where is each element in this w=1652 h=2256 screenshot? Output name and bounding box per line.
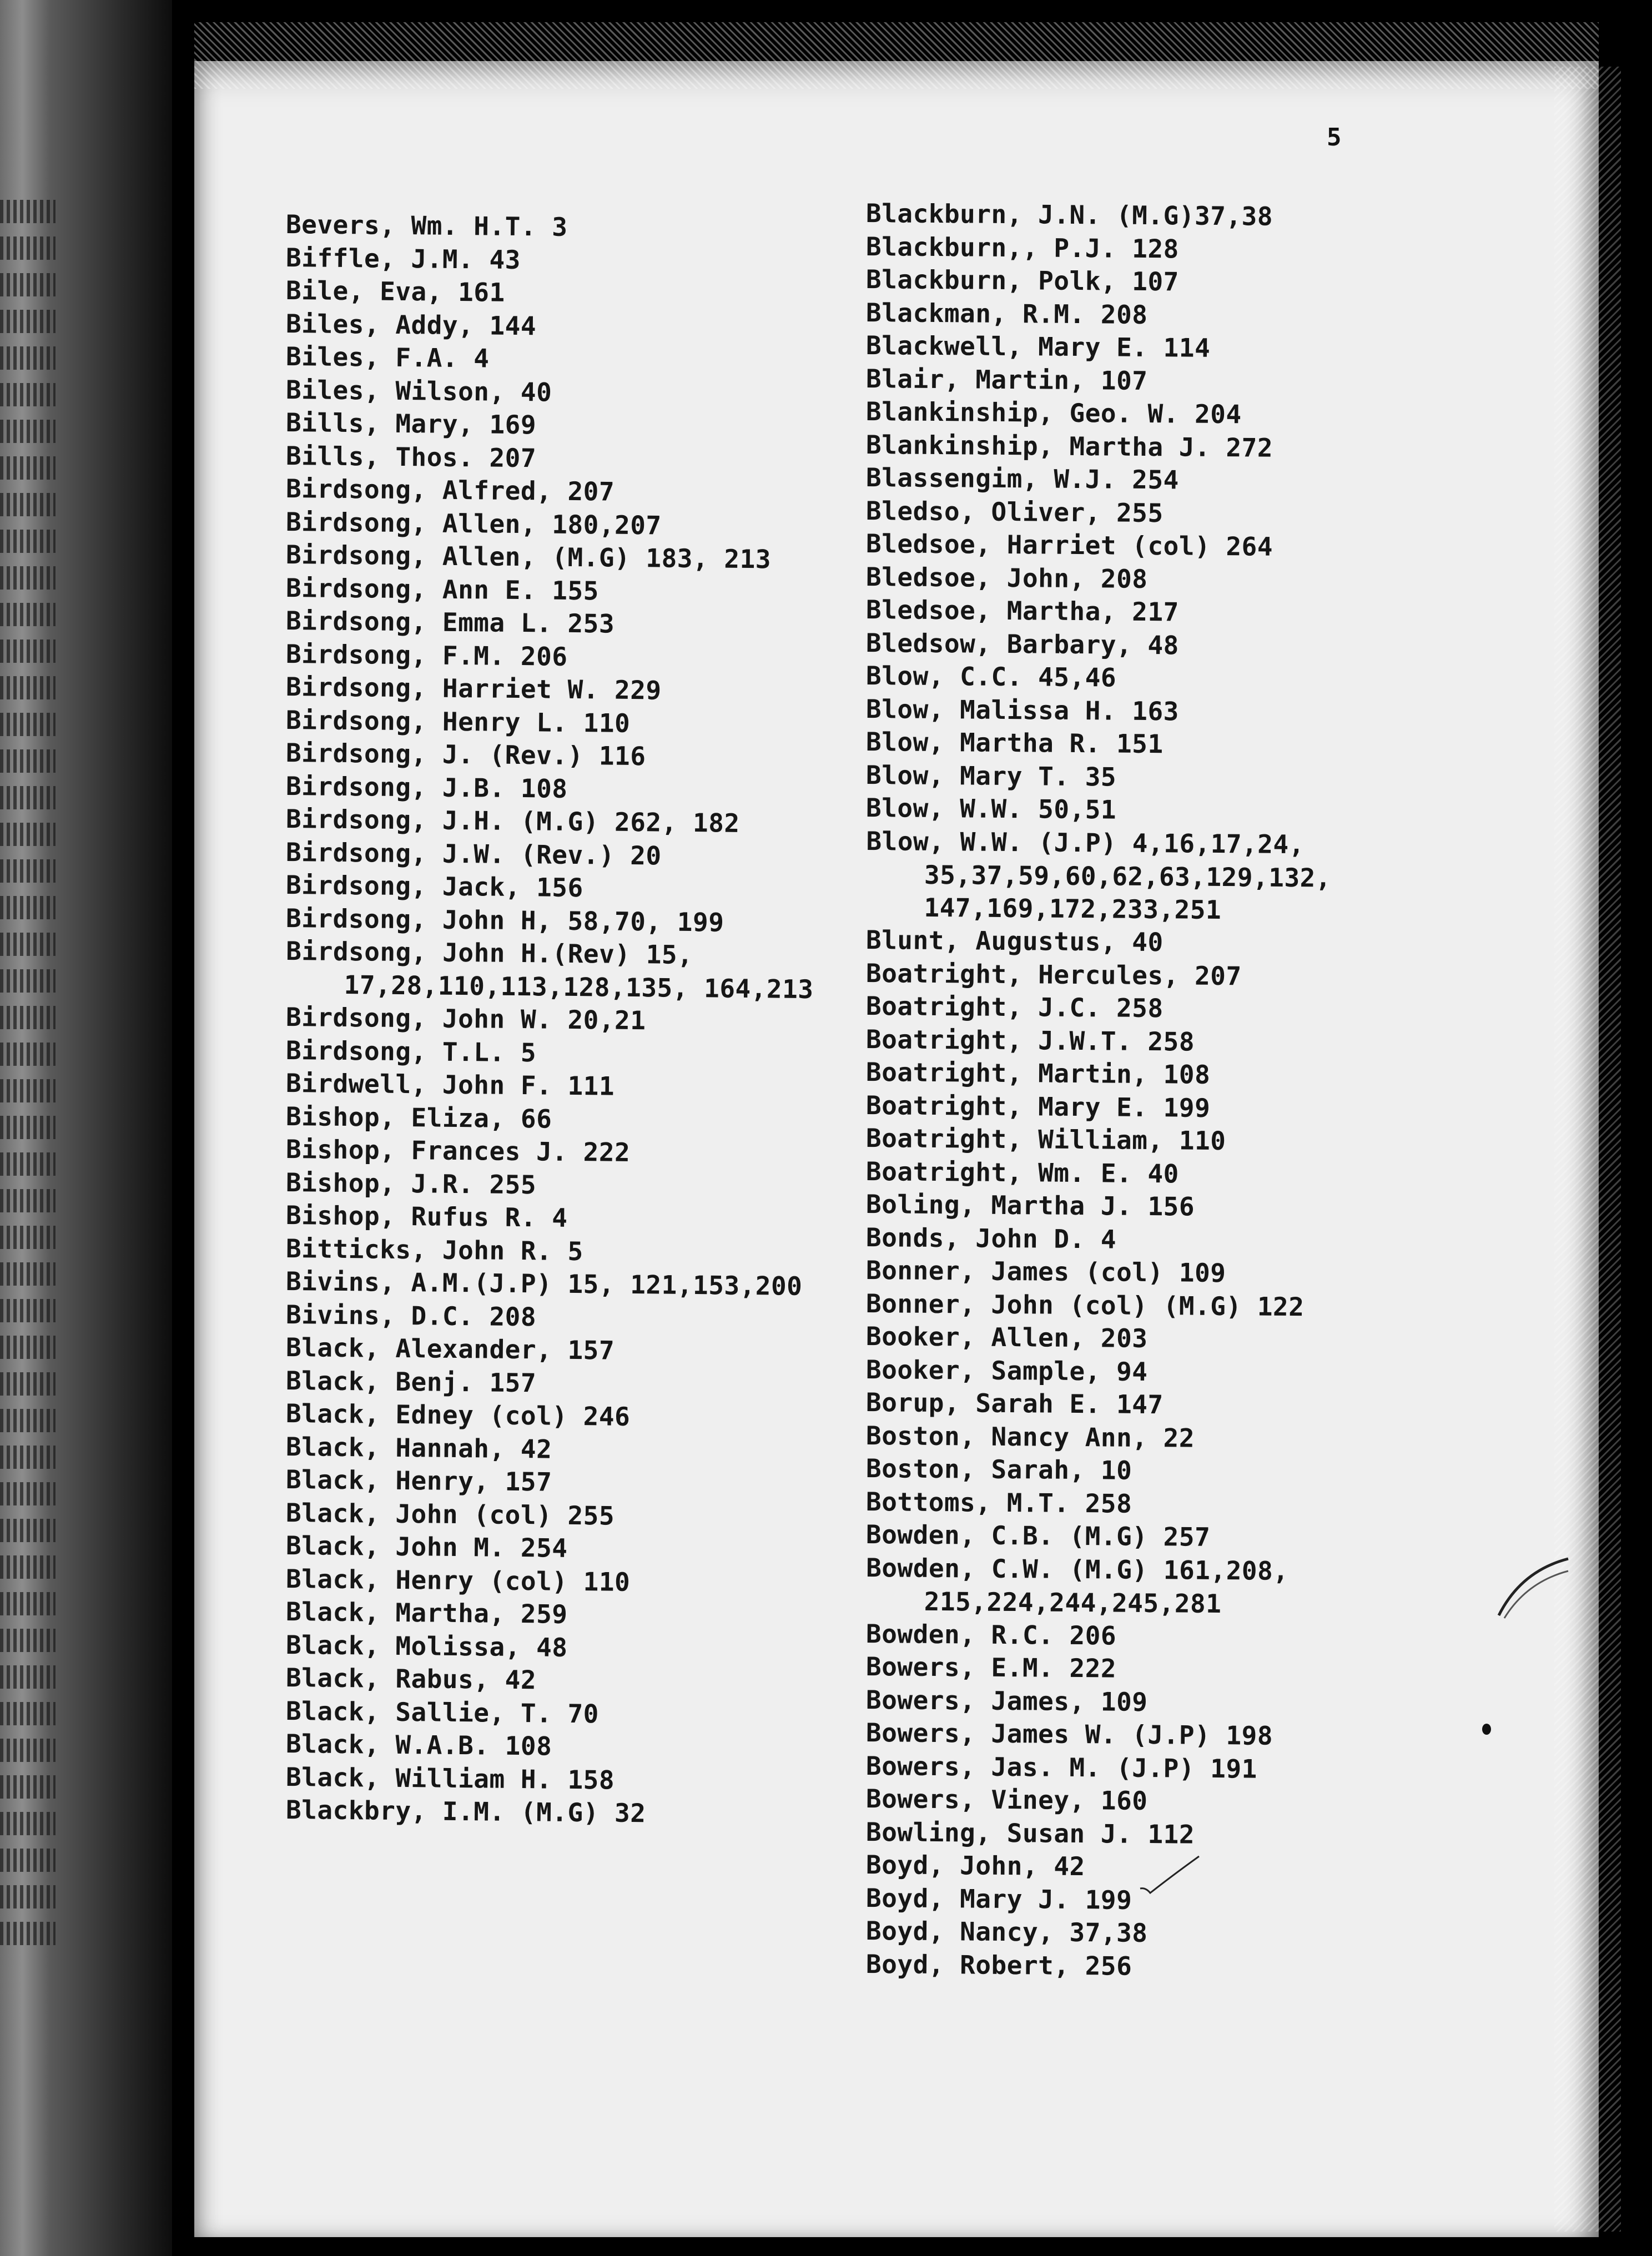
index-entry: Bottoms, M.T. 258	[865, 1486, 1132, 1519]
index-entry: Birdsong, John H, 58,70, 199	[285, 903, 724, 938]
index-entry: Bowers, James W. (J.P) 198	[865, 1718, 1273, 1751]
index-entry: Black, Edney (col) 246	[285, 1398, 631, 1432]
index-entry: Boatright, Hercules, 207	[865, 958, 1242, 991]
index-entry: Booker, Sample, 94	[865, 1354, 1148, 1387]
index-entry: Blackwell, Mary E. 114	[865, 330, 1211, 363]
index-entry: Black, John M. 254	[285, 1530, 568, 1563]
index-entry: Black, Rabus, 42	[285, 1663, 537, 1695]
index-entry: Biles, F.A. 4	[285, 341, 490, 374]
index-entry: Blackburn, Polk, 107	[865, 264, 1180, 297]
index-entry: Bowers, Jas. M. (J.P) 191	[865, 1750, 1258, 1784]
index-entry: Bledso, Oliver, 255	[865, 495, 1164, 528]
index-entry: Bonner, James (col) 109	[865, 1255, 1226, 1288]
index-entry: Black, Alexander, 157	[285, 1332, 615, 1366]
page-number: 5	[1327, 123, 1342, 152]
index-entry: Blackburn,, P.J. 128	[865, 231, 1180, 264]
index-entry: Birdsong, T.L. 5	[285, 1035, 537, 1067]
index-entry: Bevers, Wm. H.T. 3	[285, 209, 568, 242]
index-entry: Blair, Martin, 107	[865, 363, 1148, 396]
index-entry: Bishop, Eliza, 66	[285, 1101, 552, 1134]
index-entry: Blackbry, I.M. (M.G) 32	[285, 1795, 646, 1829]
adjacent-page-edge	[0, 0, 172, 2256]
index-entry: Bowden, C.B. (M.G) 257	[865, 1519, 1211, 1552]
index-entry: Birdsong, J.H. (M.G) 262, 182	[285, 804, 740, 838]
index-entry: Bitticks, John R. 5	[285, 1233, 583, 1266]
index-entry: Bledsoe, John, 208	[865, 561, 1148, 594]
index-entry: Birdsong, F.M. 206	[285, 638, 568, 672]
index-entry: Blackman, R.M. 208	[865, 297, 1148, 330]
index-entry: Birdsong, Emma L. 253	[285, 606, 615, 639]
index-entry: Boatright, J.C. 258	[865, 991, 1164, 1024]
index-entry: Bivins, A.M.(J.P) 15, 121,153,200	[285, 1266, 803, 1301]
index-entry: Blow, C.C. 45,46	[865, 661, 1117, 693]
index-entry: Black, Benj. 157	[285, 1365, 537, 1398]
index-entry: Blow, Mary T. 35	[865, 759, 1117, 792]
index-entry: Birdsong, Alfred, 207	[285, 474, 615, 507]
index-entry: Boatright, Wm. E. 40	[865, 1156, 1180, 1189]
index-entry: Bowers, Viney, 160	[865, 1784, 1148, 1816]
index-entry: Blunt, Augustus, 40	[865, 925, 1164, 958]
index-entry: Bile, Eva, 161	[285, 275, 505, 308]
index-entry: Bishop, J.R. 255	[285, 1167, 537, 1200]
index-entry: Black, William H. 158	[285, 1761, 615, 1795]
index-entry: Biffle, J.M. 43	[285, 242, 521, 275]
index-entry: Black, Henry, 157	[285, 1464, 552, 1497]
index-entry: Blow, W.W. 50,51	[865, 793, 1117, 825]
index-entry: Bowden, R.C. 206	[865, 1618, 1117, 1651]
index-entry: Bills, Mary, 169	[285, 407, 537, 440]
index-column-left	[286, 208, 858, 1827]
index-entry: Bowers, James, 109	[865, 1684, 1148, 1717]
index-entry: Boyd, Mary J. 199	[865, 1882, 1132, 1915]
index-entry: Blackburn, J.N. (M.G)37,38	[865, 198, 1273, 231]
index-entry: Black, Sallie, T. 70	[285, 1695, 600, 1729]
index-entry: Birdwell, John F. 111	[285, 1068, 615, 1101]
index-entry: Bonner, John (col) (M.G) 122	[865, 1288, 1305, 1322]
index-entry: Black, Hannah, 42	[285, 1431, 552, 1464]
adjacent-page-text-fragments	[0, 200, 56, 1958]
index-entry: Boatright, Martin, 108	[865, 1057, 1211, 1090]
index-entry: Boyd, John, 42	[865, 1850, 1085, 1882]
index-entry: Bivins, D.C. 208	[285, 1299, 537, 1332]
index-entry: Black, Molissa, 48	[285, 1629, 568, 1663]
check-mark-icon	[1138, 1854, 1205, 1899]
index-entry: Birdsong, Allen, (M.G) 183, 213	[285, 540, 772, 575]
index-entry: Blow, Malissa H. 163	[865, 693, 1180, 726]
index-entry: Birdsong, John H.(Rev) 15, 17,28,110,113,128,135, 164,213	[286, 936, 814, 1004]
index-column-right	[866, 197, 1438, 1981]
index-entry: Bishop, Frances J. 222	[285, 1134, 631, 1167]
index-entry: Blankinship, Geo. W. 204	[865, 396, 1242, 430]
index-entry: Boatright, Mary E. 199	[865, 1090, 1211, 1123]
index-entry: Birdsong, Allen, 180,207	[285, 506, 662, 540]
scan-noise-top	[194, 22, 1599, 89]
index-entry: Bonds, John D. 4	[865, 1222, 1117, 1255]
index-entry: Birdsong, Ann E. 155	[285, 572, 600, 606]
index-entry: Black, Henry (col) 110	[285, 1563, 631, 1597]
index-entry: Black, W.A.B. 108	[285, 1729, 552, 1761]
index-entry: Borup, Sarah E. 147	[865, 1387, 1164, 1420]
index-entry: Birdsong, Harriet W. 229	[285, 672, 662, 706]
index-entry: Boston, Nancy Ann, 22	[865, 1420, 1195, 1453]
index-entry: Birdsong, J. (Rev.) 116	[285, 738, 646, 772]
index-entry: Blow, W.W. (J.P) 4,16,17,24, 35,37,59,60,62,63,129,132, 147,169,172,233,251	[866, 825, 1347, 925]
index-entry: Blassengim, W.J. 254	[865, 462, 1180, 495]
index-entry: Boling, Martha J. 156	[865, 1189, 1195, 1222]
index-entry: Bowling, Susan J. 112	[865, 1816, 1195, 1850]
ink-dot	[1482, 1724, 1491, 1735]
index-entry: Birdsong, Jack, 156	[285, 870, 583, 903]
index-entry: Bowers, E.M. 222	[865, 1651, 1117, 1684]
index-entry: Bills, Thos. 207	[285, 440, 537, 473]
index-entry: Bledsoe, Martha, 217	[865, 595, 1180, 627]
index-entry: Bishop, Rufus R. 4	[285, 1200, 568, 1233]
index-entry: Boston, Sarah, 10	[865, 1453, 1132, 1485]
index-entry: Blow, Martha R. 151	[865, 727, 1164, 759]
index-entry: Birdsong, John W. 20,21	[285, 1002, 646, 1036]
index-entry: Bledsow, Barbary, 48	[865, 627, 1180, 660]
page-fold-mark-icon	[1488, 1554, 1571, 1621]
scan-noise-right	[1554, 67, 1621, 2232]
index-entry: Blankinship, Martha J. 272	[865, 429, 1273, 463]
index-entry: Boatright, J.W.T. 258	[865, 1024, 1195, 1057]
index-entry: Booker, Allen, 203	[865, 1321, 1148, 1353]
index-entry: Birdsong, Henry L. 110	[285, 704, 631, 738]
index-entry: Boatright, William, 110	[865, 1123, 1226, 1156]
index-entry: Boyd, Nancy, 37,38	[865, 1916, 1148, 1948]
index-entry: Bowden, C.W. (M.G) 161,208, 215,224,244,245,281	[866, 1552, 1305, 1619]
index-entry: Boyd, Robert, 256	[865, 1948, 1132, 1981]
index-entry: Black, John (col) 255	[285, 1497, 615, 1531]
index-entry: Birdsong, J.W. (Rev.) 20	[285, 837, 662, 870]
index-entry: Biles, Addy, 144	[285, 308, 537, 341]
index-entry: Bledsoe, Harriet (col) 264	[865, 528, 1273, 562]
index-entry: Black, Martha, 259	[285, 1597, 568, 1629]
index-entry: Biles, Wilson, 40	[285, 374, 552, 407]
index-entry: Birdsong, J.B. 108	[285, 771, 568, 804]
